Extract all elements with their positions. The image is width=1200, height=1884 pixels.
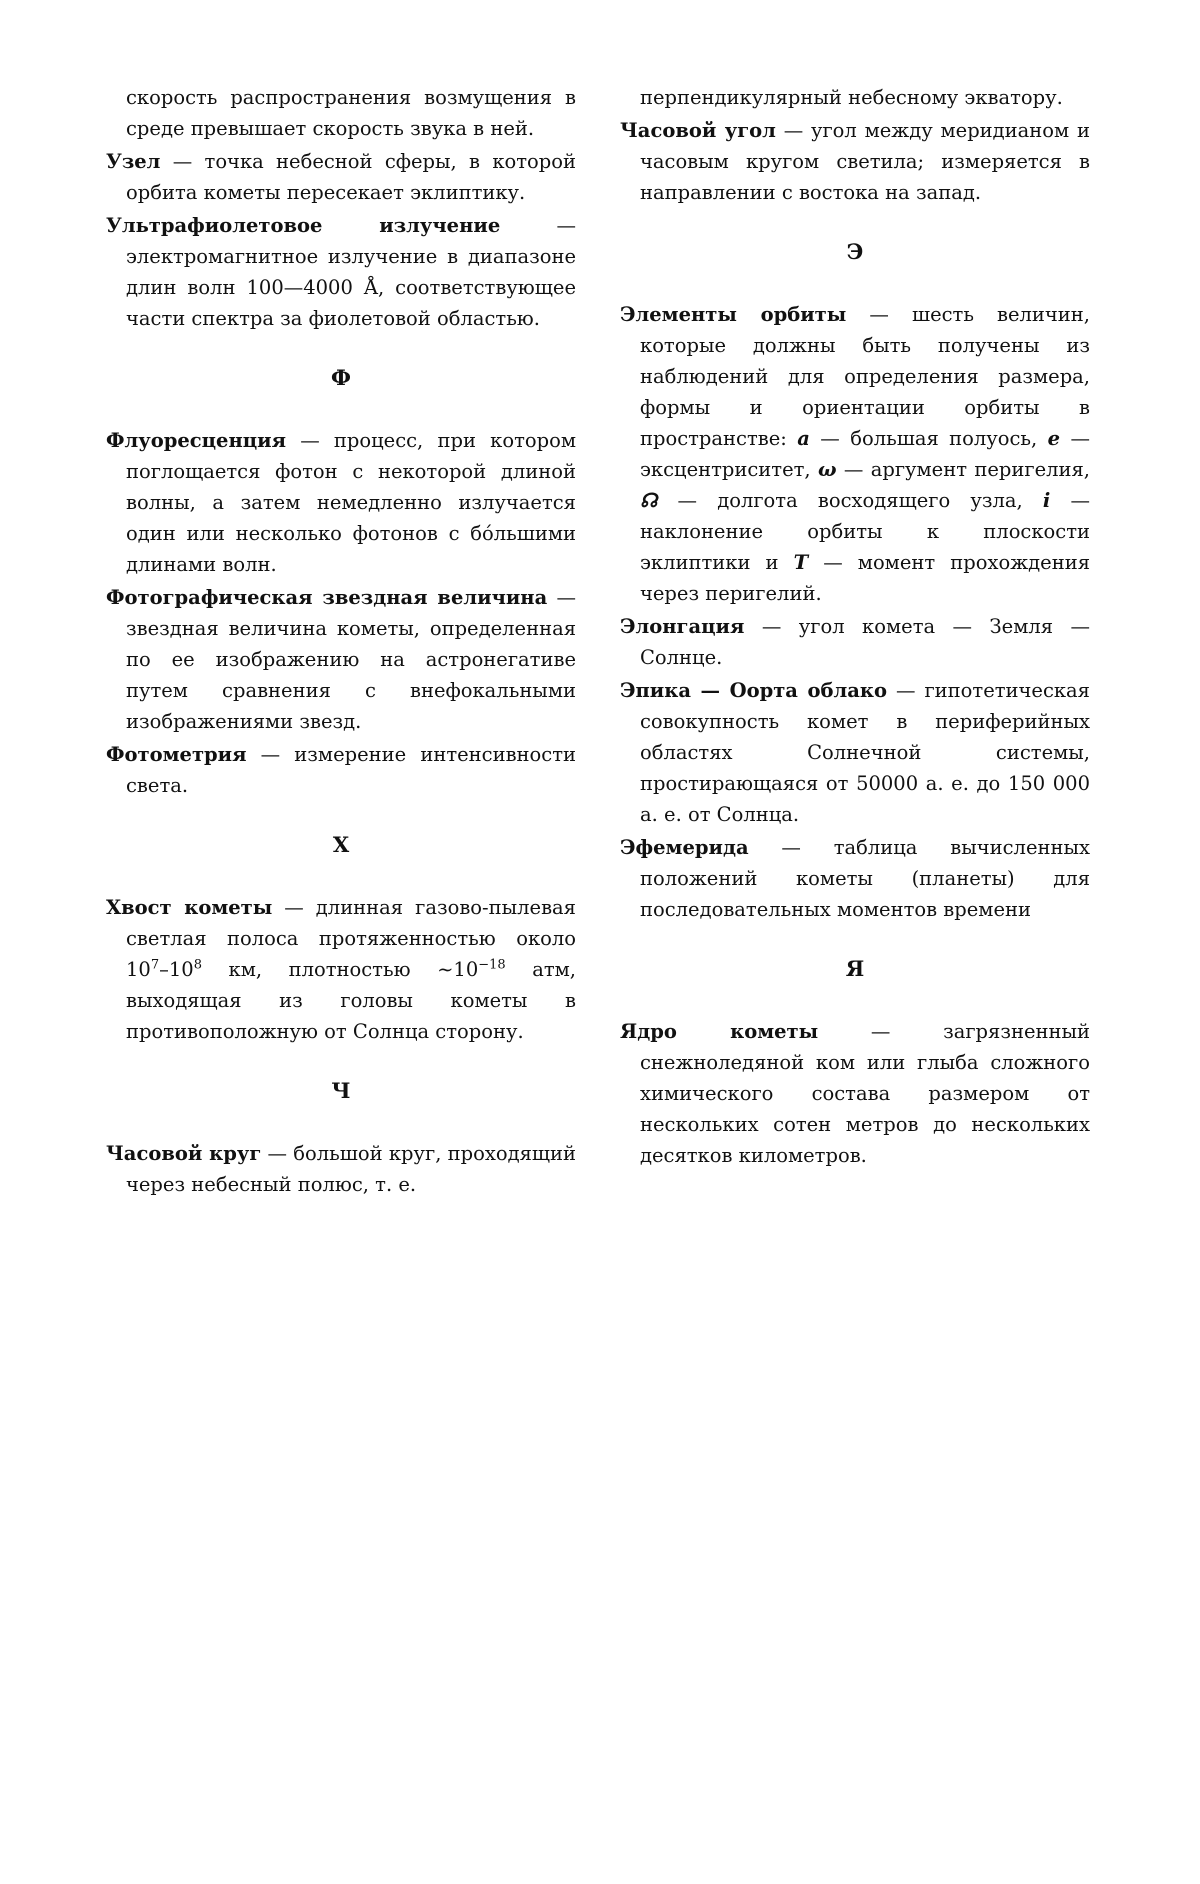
glossary-entry-ephemeris bbox=[620, 832, 1090, 925]
section-letter-e: Э bbox=[846, 239, 864, 264]
entry-term: Хвост кометы bbox=[106, 896, 273, 919]
entry-definition: — большая полуось, bbox=[809, 427, 1048, 450]
entry-term: Ультрафиолетовое излучение bbox=[106, 214, 501, 237]
entry-definition: — шесть величин, которые должны быть получены из наблюдений для определения размера, формы и ориентации орбиты в пространстве: bbox=[640, 303, 1090, 450]
glossary-entry-oort-cloud bbox=[620, 675, 1090, 830]
entry-definition: — длинная газово-пылевая светлая полоса протяженностью около 10 bbox=[126, 896, 576, 981]
entry-term: Эфемерида bbox=[620, 836, 749, 859]
entry-definition: — звездная величина кометы, определенная по ее изображению на астронегативе путем сравнения с внефокальными изображениями звезд. bbox=[126, 586, 577, 733]
entry-definition: — процесс, при котором поглощается фотон с некоторой длиной волны, а затем немедленно излучается один или несколько фотонов с бо́льшими длинами волн. bbox=[126, 429, 576, 576]
entry-term: Флуоресценция bbox=[106, 429, 287, 452]
exponent: 7 bbox=[150, 957, 160, 973]
section-letter-f: Ф bbox=[331, 365, 351, 390]
section-letter-h: Х bbox=[332, 832, 350, 857]
symbol-t: T bbox=[793, 551, 809, 574]
continued-entry: скорость распространения возмущения в среде превышает скорость звука в ней. bbox=[126, 86, 576, 140]
glossary-entry-fluorescence bbox=[106, 425, 576, 580]
symbol-omega: ω bbox=[817, 458, 837, 481]
glossary-entry-photographic-magnitude bbox=[106, 582, 576, 737]
entry-term: Ядро кометы bbox=[620, 1020, 819, 1043]
glossary-entry-uzel bbox=[106, 146, 576, 208]
glossary-entry-comet-tail bbox=[106, 892, 576, 1047]
exponent: −18 bbox=[478, 957, 506, 973]
continued-entry: перпендикулярный небесному экватору. bbox=[640, 86, 1063, 109]
entry-definition: — загрязненный снежноледяной ком или глыба сложного химического состава размером от нескольких сотен метров до нескольких десятков километров. bbox=[640, 1020, 1091, 1167]
entry-definition: — момент прохождения через перигелий. bbox=[640, 551, 1090, 605]
entry-definition: — точка небесной сферы, в которой орбита кометы пересекает эклиптику. bbox=[126, 150, 576, 204]
symbol-a: a bbox=[797, 427, 810, 450]
entry-definition: — угол комета — Земля — Солнце. bbox=[640, 615, 1090, 669]
entry-definition: — наклонение орбиты к плоскости эклиптики и bbox=[640, 489, 1090, 574]
entry-definition: — электромагнитное излучение в диапазоне длин волн 100—4000 Å, соответствующее части спектра за фиолетовой областью. bbox=[126, 214, 576, 330]
entry-definition: — гипотетическая совокупность комет в периферийных областях Солнечной системы, простирающаяся от 50000 а. е. до 150 000 а. е. от Солнца. bbox=[640, 679, 1090, 826]
glossary-entry-hour-angle bbox=[620, 115, 1090, 208]
entry-definition: — долгота восходящего узла, bbox=[657, 489, 1043, 512]
exponent: 8 bbox=[193, 957, 202, 973]
entry-term: Фотографическая звездная величина bbox=[106, 586, 548, 609]
glossary-entry-ultraviolet bbox=[106, 210, 576, 334]
right-column bbox=[620, 82, 1090, 1173]
entry-definition: — угол между меридианом и часовым кругом светила; измеряется в направлении с востока на запад. bbox=[640, 119, 1090, 204]
entry-definition: –10 bbox=[159, 958, 194, 981]
glossary-entry-photometry bbox=[106, 739, 576, 801]
glossary-entry-hour-circle bbox=[106, 1138, 576, 1200]
entry-definition: — измерение интенсивности света. bbox=[126, 743, 576, 797]
entry-definition: — эксцентриситет, bbox=[640, 427, 1090, 481]
entry-term: Элементы орбиты bbox=[620, 303, 847, 326]
entry-definition: — большой круг, проходящий через небесный полюс, т. е. bbox=[126, 1142, 577, 1196]
section-letter-ch: Ч bbox=[331, 1078, 351, 1103]
section-letter-ya: Я bbox=[845, 956, 865, 981]
entry-term: Элонгация bbox=[620, 615, 745, 638]
entry-term: Узел bbox=[106, 150, 161, 173]
symbol-i: i bbox=[1042, 489, 1051, 512]
entry-term: Фотометрия bbox=[106, 743, 247, 766]
ascending-node-icon: ☊ bbox=[640, 489, 658, 512]
glossary-entry-comet-nucleus bbox=[620, 1016, 1090, 1171]
entry-term: Эпика — Оорта облако bbox=[620, 679, 887, 702]
left-column bbox=[106, 82, 576, 1202]
entry-definition: — аргумент перигелия, bbox=[836, 458, 1090, 481]
entry-definition: — таблица вычисленных положений кометы (планеты) для последовательных моментов времени bbox=[640, 836, 1090, 921]
entry-definition: км, плотностью ∼10 bbox=[201, 958, 479, 981]
glossary-entry-orbit-elements bbox=[620, 299, 1090, 609]
entry-definition: атм, выходящая из головы кометы в противоположную от Солнца сторону. bbox=[126, 958, 576, 1043]
entry-term: Часовой круг bbox=[106, 1142, 262, 1165]
symbol-e: e bbox=[1047, 427, 1061, 450]
entry-term: Часовой угол bbox=[620, 119, 776, 142]
glossary-entry-elongation bbox=[620, 611, 1090, 673]
